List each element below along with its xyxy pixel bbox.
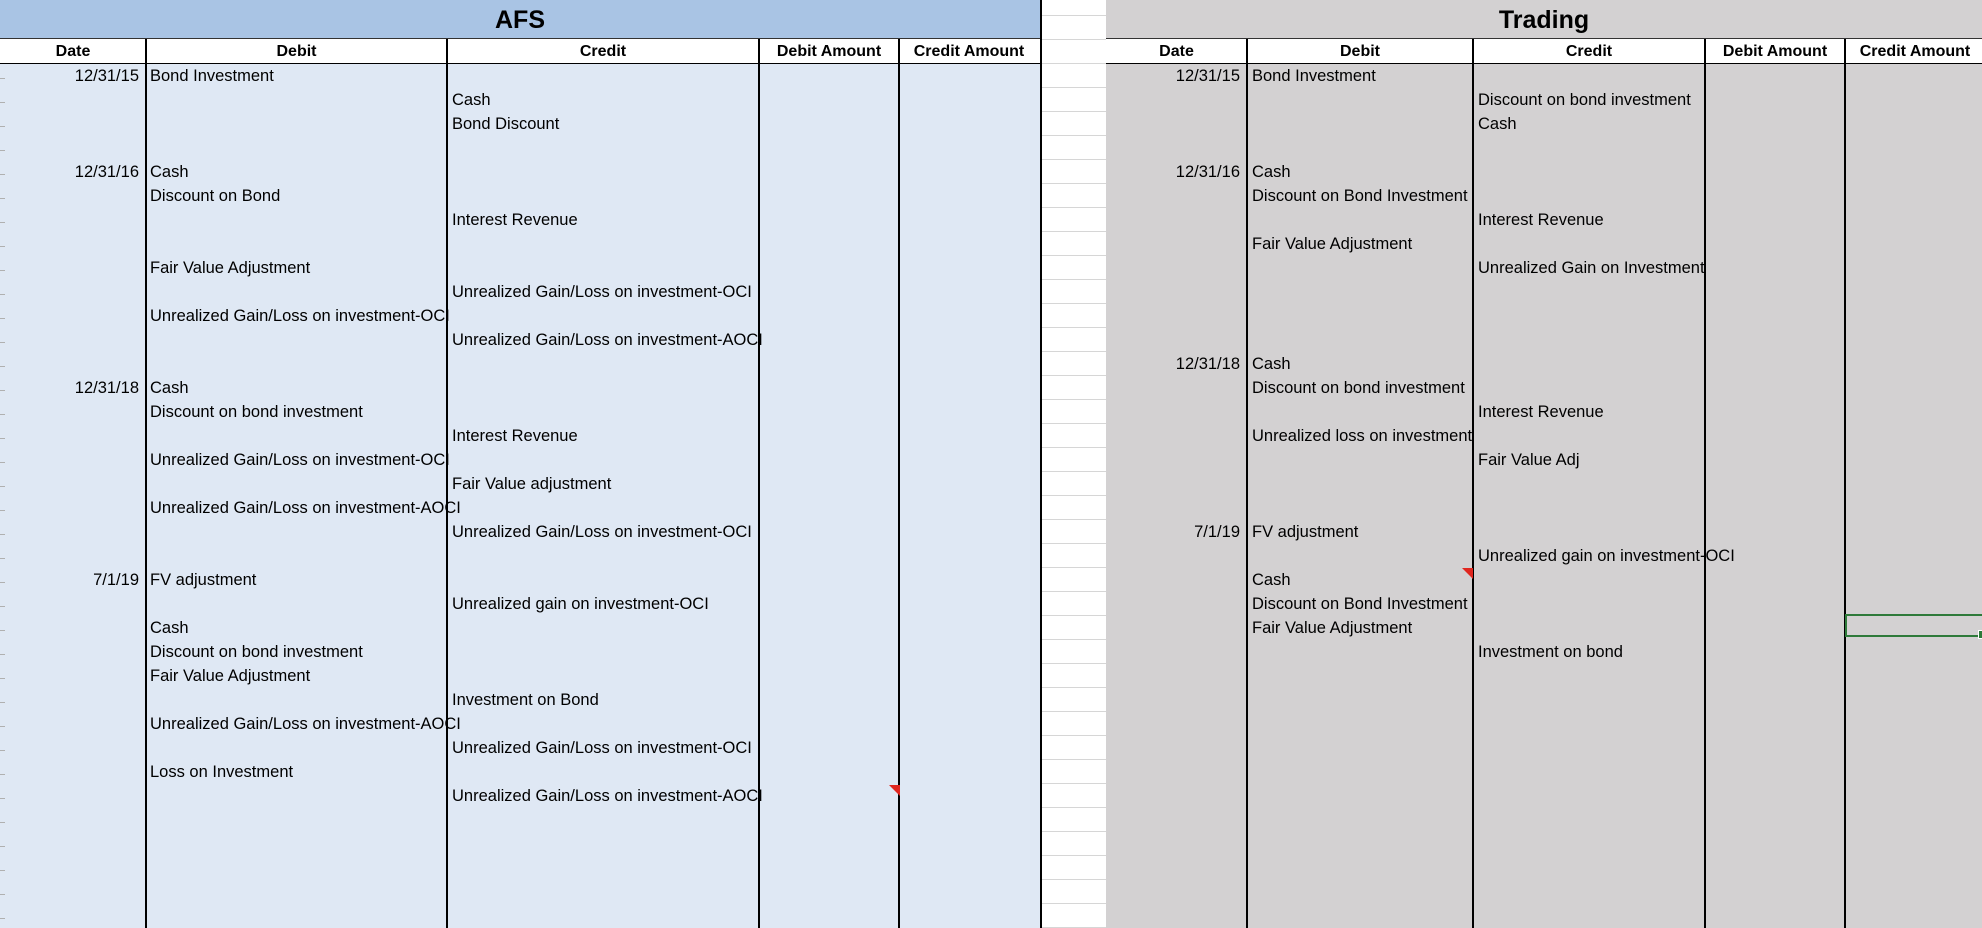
trading-credit-cell[interactable]: Interest Revenue: [1478, 403, 1604, 421]
table-row: [0, 736, 1040, 760]
trading-credit-cell[interactable]: [1478, 520, 1704, 544]
trading-debit-cell[interactable]: FV adjustment: [1252, 523, 1359, 541]
table-row: [0, 496, 1040, 520]
afs-credit-cell[interactable]: [452, 136, 758, 160]
afs-credit-cell[interactable]: Unrealized Gain/Loss on investment-AOCI: [452, 331, 763, 349]
table-row: [1106, 88, 1982, 112]
table-row: [0, 304, 1040, 328]
afs-debit-cell[interactable]: Bond Investment: [150, 67, 274, 85]
table-row: [0, 712, 1040, 736]
table-row: [1106, 496, 1982, 520]
afs-debit-cell[interactable]: Discount on bond investment: [150, 643, 363, 661]
trading-credit-cell[interactable]: [1478, 616, 1704, 640]
afs-debit-cell[interactable]: Unrealized Gain/Loss on investment-AOCI: [150, 499, 461, 517]
trading-credit-cell[interactable]: [1478, 280, 1704, 304]
trading-credit-cell[interactable]: [1478, 424, 1704, 448]
trading-credit-cell[interactable]: Fair Value Adj: [1478, 451, 1580, 469]
table-row: [0, 640, 1040, 664]
afs-credit-cell[interactable]: [452, 376, 758, 400]
table-row: [0, 184, 1040, 208]
table-row: [0, 520, 1040, 544]
trading-debit-cell[interactable]: Discount on bond investment: [1252, 379, 1465, 397]
afs-credit-cell[interactable]: Unrealized Gain/Loss on investment-AOCI: [452, 787, 763, 805]
trading-debit-cell[interactable]: Fair Value Adjustment: [1252, 235, 1413, 253]
trading-header-credit[interactable]: Credit: [1565, 43, 1613, 60]
afs-date-cell[interactable]: [0, 280, 139, 304]
table-row: [1106, 640, 1982, 664]
trading-debit-cell[interactable]: [1252, 472, 1472, 496]
trading-credit-cell[interactable]: Cash: [1478, 115, 1517, 133]
table-row: [1106, 328, 1982, 352]
afs-date-cell[interactable]: [0, 328, 139, 352]
selected-cell[interactable]: [1845, 614, 1982, 637]
trading-debit-cell[interactable]: Discount on Bond Investment: [1252, 187, 1468, 205]
afs-date-cell[interactable]: [0, 304, 139, 328]
table-row: [1106, 136, 1982, 160]
trading-credit-cell[interactable]: Unrealized Gain on Investment: [1478, 259, 1705, 277]
afs-date-cell[interactable]: [0, 208, 139, 232]
trading-debit-cell[interactable]: Cash: [1252, 571, 1291, 589]
trading-date-cell[interactable]: [1106, 592, 1240, 616]
trading-date-cell[interactable]: [1106, 328, 1240, 352]
afs-debit-cell[interactable]: [150, 88, 446, 112]
trading-debit-cell[interactable]: Unrealized loss on investment: [1252, 427, 1473, 445]
afs-credit-cell[interactable]: [452, 64, 758, 88]
afs-debit-cell[interactable]: [150, 688, 446, 712]
table-row: [0, 352, 1040, 376]
afs-date-cell[interactable]: [0, 112, 139, 136]
table-row: [0, 784, 1040, 808]
afs-credit-cell[interactable]: [452, 160, 758, 184]
trading-date-cell[interactable]: [1106, 424, 1240, 448]
table-row: [1106, 256, 1982, 280]
afs-debit-cell[interactable]: Fair Value Adjustment: [150, 259, 311, 277]
trading-credit-cell[interactable]: [1478, 328, 1704, 352]
afs-date-cell[interactable]: [0, 88, 139, 112]
table-row: [1106, 280, 1982, 304]
trading-header-debit[interactable]: Debit: [1340, 43, 1380, 60]
table-row: [1106, 160, 1982, 184]
afs-header-debit[interactable]: Debit: [276, 43, 317, 60]
trading-debit-cell[interactable]: [1252, 136, 1472, 160]
trading-debit-cell[interactable]: [1252, 280, 1472, 304]
afs-debit-cell[interactable]: [150, 328, 446, 352]
trading-date-cell[interactable]: [1106, 496, 1240, 520]
table-row: [0, 688, 1040, 712]
afs-credit-cell[interactable]: Unrealized Gain/Loss on investment-OCI: [452, 523, 752, 541]
comment-indicator-icon[interactable]: [1462, 568, 1473, 579]
afs-title: AFS: [0, 0, 1040, 39]
trading-credit-cell[interactable]: [1478, 64, 1704, 88]
afs-date-cell[interactable]: [0, 136, 139, 160]
table-row: [1106, 424, 1982, 448]
trading-credit-cell[interactable]: [1478, 184, 1704, 208]
afs-debit-cell[interactable]: [150, 472, 446, 496]
trading-date-cell[interactable]: 7/1/19: [1194, 523, 1240, 541]
afs-debit-cell[interactable]: [150, 736, 446, 760]
trading-date-cell[interactable]: 12/31/15: [1175, 67, 1240, 85]
afs-header-credit-amount[interactable]: Credit Amount: [913, 43, 1025, 60]
afs-credit-cell[interactable]: [452, 400, 758, 424]
trading-header-debit-amount[interactable]: Debit Amount: [1722, 43, 1828, 60]
afs-date-cell[interactable]: [0, 496, 139, 520]
afs-date-cell[interactable]: [0, 688, 139, 712]
afs-credit-cell[interactable]: Investment on Bond: [452, 691, 599, 709]
afs-debit-cell[interactable]: [150, 112, 446, 136]
afs-credit-cell[interactable]: [452, 640, 758, 664]
afs-credit-cell[interactable]: Interest Revenue: [452, 427, 578, 445]
afs-date-cell[interactable]: 7/1/19: [93, 571, 139, 589]
afs-debit-cell[interactable]: Discount on bond investment: [150, 403, 363, 421]
table-row: [1106, 472, 1982, 496]
table-row: [1106, 208, 1982, 232]
trading-date-cell[interactable]: [1106, 136, 1240, 160]
table-row: [1106, 304, 1982, 328]
trading-date-cell[interactable]: [1106, 472, 1240, 496]
table-row: [0, 448, 1040, 472]
afs-date-cell[interactable]: [0, 544, 139, 568]
afs-credit-cell[interactable]: Interest Revenue: [452, 211, 578, 229]
afs-date-cell[interactable]: [0, 520, 139, 544]
afs-date-cell[interactable]: [0, 232, 139, 256]
trading-debit-cell[interactable]: [1252, 256, 1472, 280]
afs-credit-cell[interactable]: [452, 448, 758, 472]
trading-credit-cell[interactable]: Interest Revenue: [1478, 211, 1604, 229]
table-row: [0, 328, 1040, 352]
trading-credit-cell[interactable]: Discount on bond investment: [1478, 91, 1691, 109]
afs-header-debit-amount[interactable]: Debit Amount: [776, 43, 882, 60]
afs-credit-cell[interactable]: Unrealized gain on investment-OCI: [452, 595, 709, 613]
trading-debit-cell[interactable]: Discount on Bond Investment: [1252, 595, 1468, 613]
table-row: [0, 424, 1040, 448]
afs-date-cell[interactable]: [0, 448, 139, 472]
afs-credit-cell[interactable]: Unrealized Gain/Loss on investment-OCI: [452, 283, 752, 301]
trading-date-cell[interactable]: [1106, 376, 1240, 400]
trading-debit-cell[interactable]: Fair Value Adjustment: [1252, 619, 1413, 637]
trading-date-cell[interactable]: [1106, 112, 1240, 136]
afs-debit-cell[interactable]: Unrealized Gain/Loss on investment-OCI: [150, 307, 450, 325]
afs-date-cell[interactable]: [0, 736, 139, 760]
afs-credit-cell[interactable]: Bond Discount: [452, 115, 560, 133]
afs-date-cell[interactable]: [0, 712, 139, 736]
table-row: [1106, 568, 1982, 592]
trading-debit-cell[interactable]: [1252, 640, 1472, 664]
trading-title: Trading: [1106, 0, 1982, 39]
trading-credit-cell[interactable]: [1478, 496, 1704, 520]
trading-debit-cell[interactable]: [1252, 400, 1472, 424]
table-row: [1106, 352, 1982, 376]
afs-header-date[interactable]: Date: [55, 43, 91, 60]
trading-date-cell[interactable]: [1106, 448, 1240, 472]
afs-debit-cell[interactable]: [150, 136, 446, 160]
afs-date-cell[interactable]: [0, 640, 139, 664]
trading-credit-cell[interactable]: [1478, 136, 1704, 160]
table-row: [1106, 592, 1982, 616]
afs-date-cell[interactable]: [0, 184, 139, 208]
afs-date-cell[interactable]: [0, 400, 139, 424]
table-row: [1106, 184, 1982, 208]
afs-date-cell[interactable]: [0, 352, 139, 376]
afs-debit-cell[interactable]: Cash: [150, 619, 189, 637]
fill-handle[interactable]: [1978, 630, 1982, 639]
table-row: [0, 400, 1040, 424]
table-row: [0, 256, 1040, 280]
afs-credit-cell[interactable]: [452, 760, 758, 784]
afs-debit-cell[interactable]: [150, 784, 446, 808]
afs-credit-cell[interactable]: [452, 616, 758, 640]
afs-credit-cell[interactable]: Fair Value adjustment: [452, 475, 612, 493]
table-row: [1106, 232, 1982, 256]
trading-debit-cell[interactable]: [1252, 328, 1472, 352]
trading-debit-cell[interactable]: [1252, 496, 1472, 520]
trading-credit-cell[interactable]: [1478, 232, 1704, 256]
afs-date-cell[interactable]: [0, 760, 139, 784]
afs-credit-cell[interactable]: [452, 568, 758, 592]
trading-date-cell[interactable]: [1106, 88, 1240, 112]
afs-debit-cell[interactable]: [150, 424, 446, 448]
afs-date-cell[interactable]: [0, 256, 139, 280]
trading-date-cell[interactable]: 12/31/16: [1175, 163, 1240, 181]
afs-credit-cell[interactable]: [452, 256, 758, 280]
trading-debit-cell[interactable]: [1252, 544, 1472, 568]
table-row: [1106, 544, 1982, 568]
trading-date-cell[interactable]: [1106, 208, 1240, 232]
comment-indicator-icon[interactable]: [889, 785, 900, 796]
trading-date-cell[interactable]: [1106, 304, 1240, 328]
afs-credit-cell[interactable]: Cash: [452, 91, 491, 109]
table-row: [0, 592, 1040, 616]
afs-date-cell[interactable]: 12/31/18: [74, 379, 139, 397]
trading-debit-cell[interactable]: [1252, 112, 1472, 136]
table-row: [1106, 64, 1982, 88]
afs-debit-cell[interactable]: [150, 280, 446, 304]
afs-debit-cell[interactable]: Discount on Bond: [150, 187, 281, 205]
afs-date-cell[interactable]: [0, 664, 139, 688]
afs-debit-cell[interactable]: Unrealized Gain/Loss on investment-OCI: [150, 451, 450, 469]
afs-credit-cell[interactable]: [452, 232, 758, 256]
afs-debit-cell[interactable]: [150, 592, 446, 616]
afs-debit-cell[interactable]: [150, 520, 446, 544]
table-row: [1106, 448, 1982, 472]
afs-date-cell[interactable]: [0, 616, 139, 640]
trading-credit-cell[interactable]: Investment on bond: [1478, 643, 1623, 661]
trading-credit-cell[interactable]: Unrealized gain on investment-OCI: [1478, 547, 1735, 565]
table-row: [0, 760, 1040, 784]
trading-date-cell[interactable]: 12/31/18: [1175, 355, 1240, 373]
trading-date-cell[interactable]: [1106, 400, 1240, 424]
trading-date-cell[interactable]: [1106, 184, 1240, 208]
afs-debit-cell[interactable]: [150, 352, 446, 376]
afs-credit-cell[interactable]: Unrealized Gain/Loss on investment-OCI: [452, 739, 752, 757]
afs-date-cell[interactable]: [0, 784, 139, 808]
trading-sheet-panel: [1106, 0, 1982, 928]
afs-date-cell[interactable]: [0, 472, 139, 496]
table-row: [0, 544, 1040, 568]
trading-debit-cell[interactable]: [1252, 304, 1472, 328]
table-row: [0, 88, 1040, 112]
trading-debit-cell[interactable]: [1252, 208, 1472, 232]
trading-credit-cell[interactable]: [1478, 568, 1704, 592]
trading-date-cell[interactable]: [1106, 568, 1240, 592]
trading-debit-cell[interactable]: Cash: [1252, 355, 1291, 373]
trading-date-cell[interactable]: [1106, 544, 1240, 568]
table-row: [0, 568, 1040, 592]
afs-date-cell[interactable]: 12/31/15: [74, 67, 139, 85]
afs-credit-cell[interactable]: [452, 352, 758, 376]
trading-debit-cell[interactable]: Bond Investment: [1252, 67, 1376, 85]
afs-header-credit[interactable]: Credit: [579, 43, 627, 60]
trading-credit-cell[interactable]: [1478, 352, 1704, 376]
trading-date-cell[interactable]: [1106, 232, 1240, 256]
afs-debit-cell[interactable]: Cash: [150, 163, 189, 181]
afs-date-cell[interactable]: [0, 592, 139, 616]
afs-right-border: [1040, 0, 1042, 928]
spreadsheet-gap-columns: [1040, 0, 1106, 928]
table-row: [0, 64, 1040, 88]
table-row: [0, 160, 1040, 184]
trading-header-date[interactable]: Date: [1159, 43, 1194, 60]
afs-debit-cell[interactable]: Loss on Investment: [150, 763, 294, 781]
trading-header-credit-amount[interactable]: Credit Amount: [1859, 43, 1971, 60]
trading-date-cell[interactable]: [1106, 256, 1240, 280]
trading-date-cell[interactable]: [1106, 616, 1240, 640]
trading-date-cell[interactable]: [1106, 640, 1240, 664]
table-row: [0, 232, 1040, 256]
afs-debit-cell[interactable]: Cash: [150, 379, 189, 397]
trading-credit-cell[interactable]: [1478, 160, 1704, 184]
afs-debit-cell[interactable]: [150, 544, 446, 568]
afs-debit-cell[interactable]: [150, 232, 446, 256]
table-row: [1106, 400, 1982, 424]
afs-header-row: [0, 39, 1040, 64]
afs-debit-cell[interactable]: [150, 208, 446, 232]
trading-credit-cell[interactable]: [1478, 376, 1704, 400]
table-row: [0, 208, 1040, 232]
trading-debit-cell[interactable]: [1252, 88, 1472, 112]
trading-debit-cell[interactable]: Cash: [1252, 163, 1291, 181]
table-row: [0, 280, 1040, 304]
trading-credit-cell[interactable]: [1478, 304, 1704, 328]
table-row: [0, 112, 1040, 136]
trading-credit-cell[interactable]: [1478, 592, 1704, 616]
afs-credit-cell[interactable]: [452, 496, 758, 520]
trading-debit-cell[interactable]: [1252, 448, 1472, 472]
afs-date-cell[interactable]: 12/31/16: [74, 163, 139, 181]
afs-debit-cell[interactable]: Unrealized Gain/Loss on investment-AOCI: [150, 715, 461, 733]
trading-header-row: [1106, 39, 1982, 64]
table-row: [0, 136, 1040, 160]
table-row: [1106, 376, 1982, 400]
afs-credit-cell[interactable]: [452, 184, 758, 208]
afs-credit-cell[interactable]: [452, 544, 758, 568]
afs-debit-cell[interactable]: Fair Value Adjustment: [150, 667, 311, 685]
afs-credit-cell[interactable]: [452, 304, 758, 328]
afs-credit-cell[interactable]: [452, 664, 758, 688]
trading-date-cell[interactable]: [1106, 280, 1240, 304]
afs-debit-cell[interactable]: FV adjustment: [150, 571, 257, 589]
afs-date-cell[interactable]: [0, 424, 139, 448]
table-row: [1106, 520, 1982, 544]
table-row: [0, 616, 1040, 640]
trading-credit-cell[interactable]: [1478, 472, 1704, 496]
table-row: [0, 664, 1040, 688]
table-row: [1106, 112, 1982, 136]
table-row: [0, 376, 1040, 400]
afs-credit-cell[interactable]: [452, 712, 758, 736]
table-row: [0, 472, 1040, 496]
